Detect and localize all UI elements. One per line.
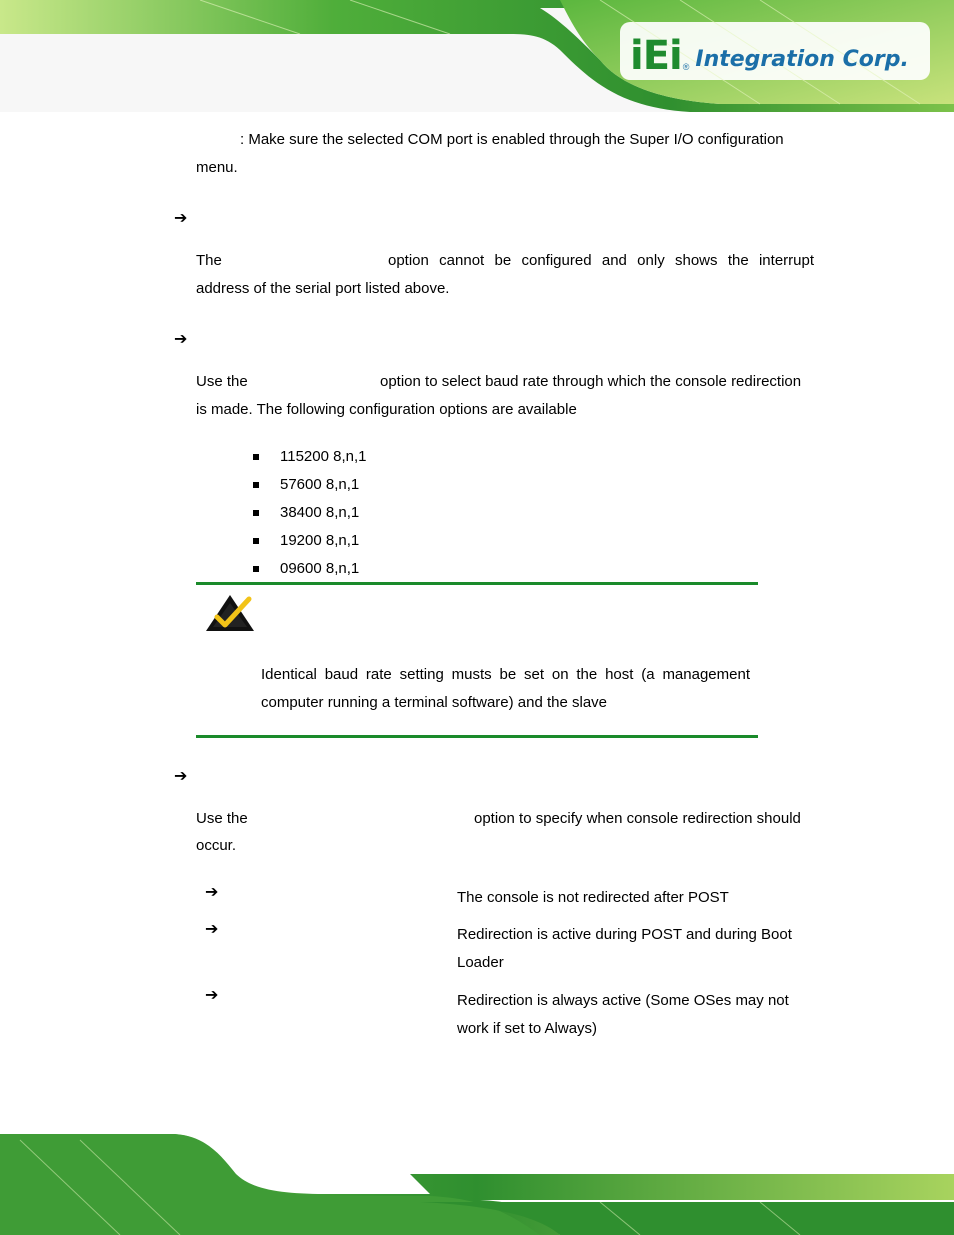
baud-option: 19200 8,n,1 [280,532,360,549]
arrow-right-icon: ➔ [205,987,219,1004]
redirect-option-desc: The console is not redirected after POST [457,889,729,906]
note-box-top-rule [196,582,758,585]
redirect-option-desc: Redirection is always active (Some OSes may not [457,992,789,1009]
baud-option: 57600 8,n,1 [280,476,360,493]
logo-text: Integration Corp. [695,47,909,72]
checkmark-warning-icon [205,593,255,633]
note-top-line1: : Make sure the selected COM port is enabled through the Super I/O configuration [240,131,784,148]
bullet-icon [253,510,259,516]
footer-decoration [0,1130,954,1235]
company-logo [630,28,930,79]
bullet-icon [253,566,259,572]
note-box-bottom-rule [196,735,758,738]
note-box-line2: computer running a terminal software) and the slave [261,694,608,711]
redirect-option-desc-cont: Loader [457,954,504,971]
note-box-line1: Identical baud rate setting musts be set on the host (a management [261,666,750,683]
bullet-icon [253,454,259,460]
arrow-right-icon: ➔ [174,210,188,227]
redirect-text-end: option to specify when console redirection should [474,810,801,827]
baud-text-end: option to select baud rate through which the console redirection [380,373,802,390]
baud-option: 38400 8,n,1 [280,504,360,521]
note-top-line2: menu. [196,159,238,176]
baud-text-line2: is made. The following configuration options are available [196,401,577,418]
page-footer-banner [0,1130,954,1235]
bullet-icon [253,538,259,544]
redirect-text-line2: occur. [196,837,237,854]
redirect-text-start: Use the [196,810,248,827]
logo-registered-mark: ® [682,62,690,72]
irq-text-start: The [196,252,222,269]
bullet-icon [253,482,259,488]
arrow-right-icon: ➔ [174,768,188,785]
logo-mark: iEi [630,33,682,79]
baud-text-start: Use the [196,373,248,390]
baud-option: 115200 8,n,1 [280,448,367,465]
irq-text-end: option cannot be configured and only shows the interrupt [388,252,814,269]
irq-text-line2: address of the serial port listed above. [196,280,450,297]
baud-option: 09600 8,n,1 [280,560,360,577]
redirect-option-desc-cont: work if set to Always) [457,1020,598,1037]
arrow-right-icon: ➔ [205,921,219,938]
arrow-right-icon: ➔ [205,884,219,901]
arrow-right-icon: ➔ [174,331,188,348]
redirect-option-desc: Redirection is active during POST and during Boot [457,926,792,943]
